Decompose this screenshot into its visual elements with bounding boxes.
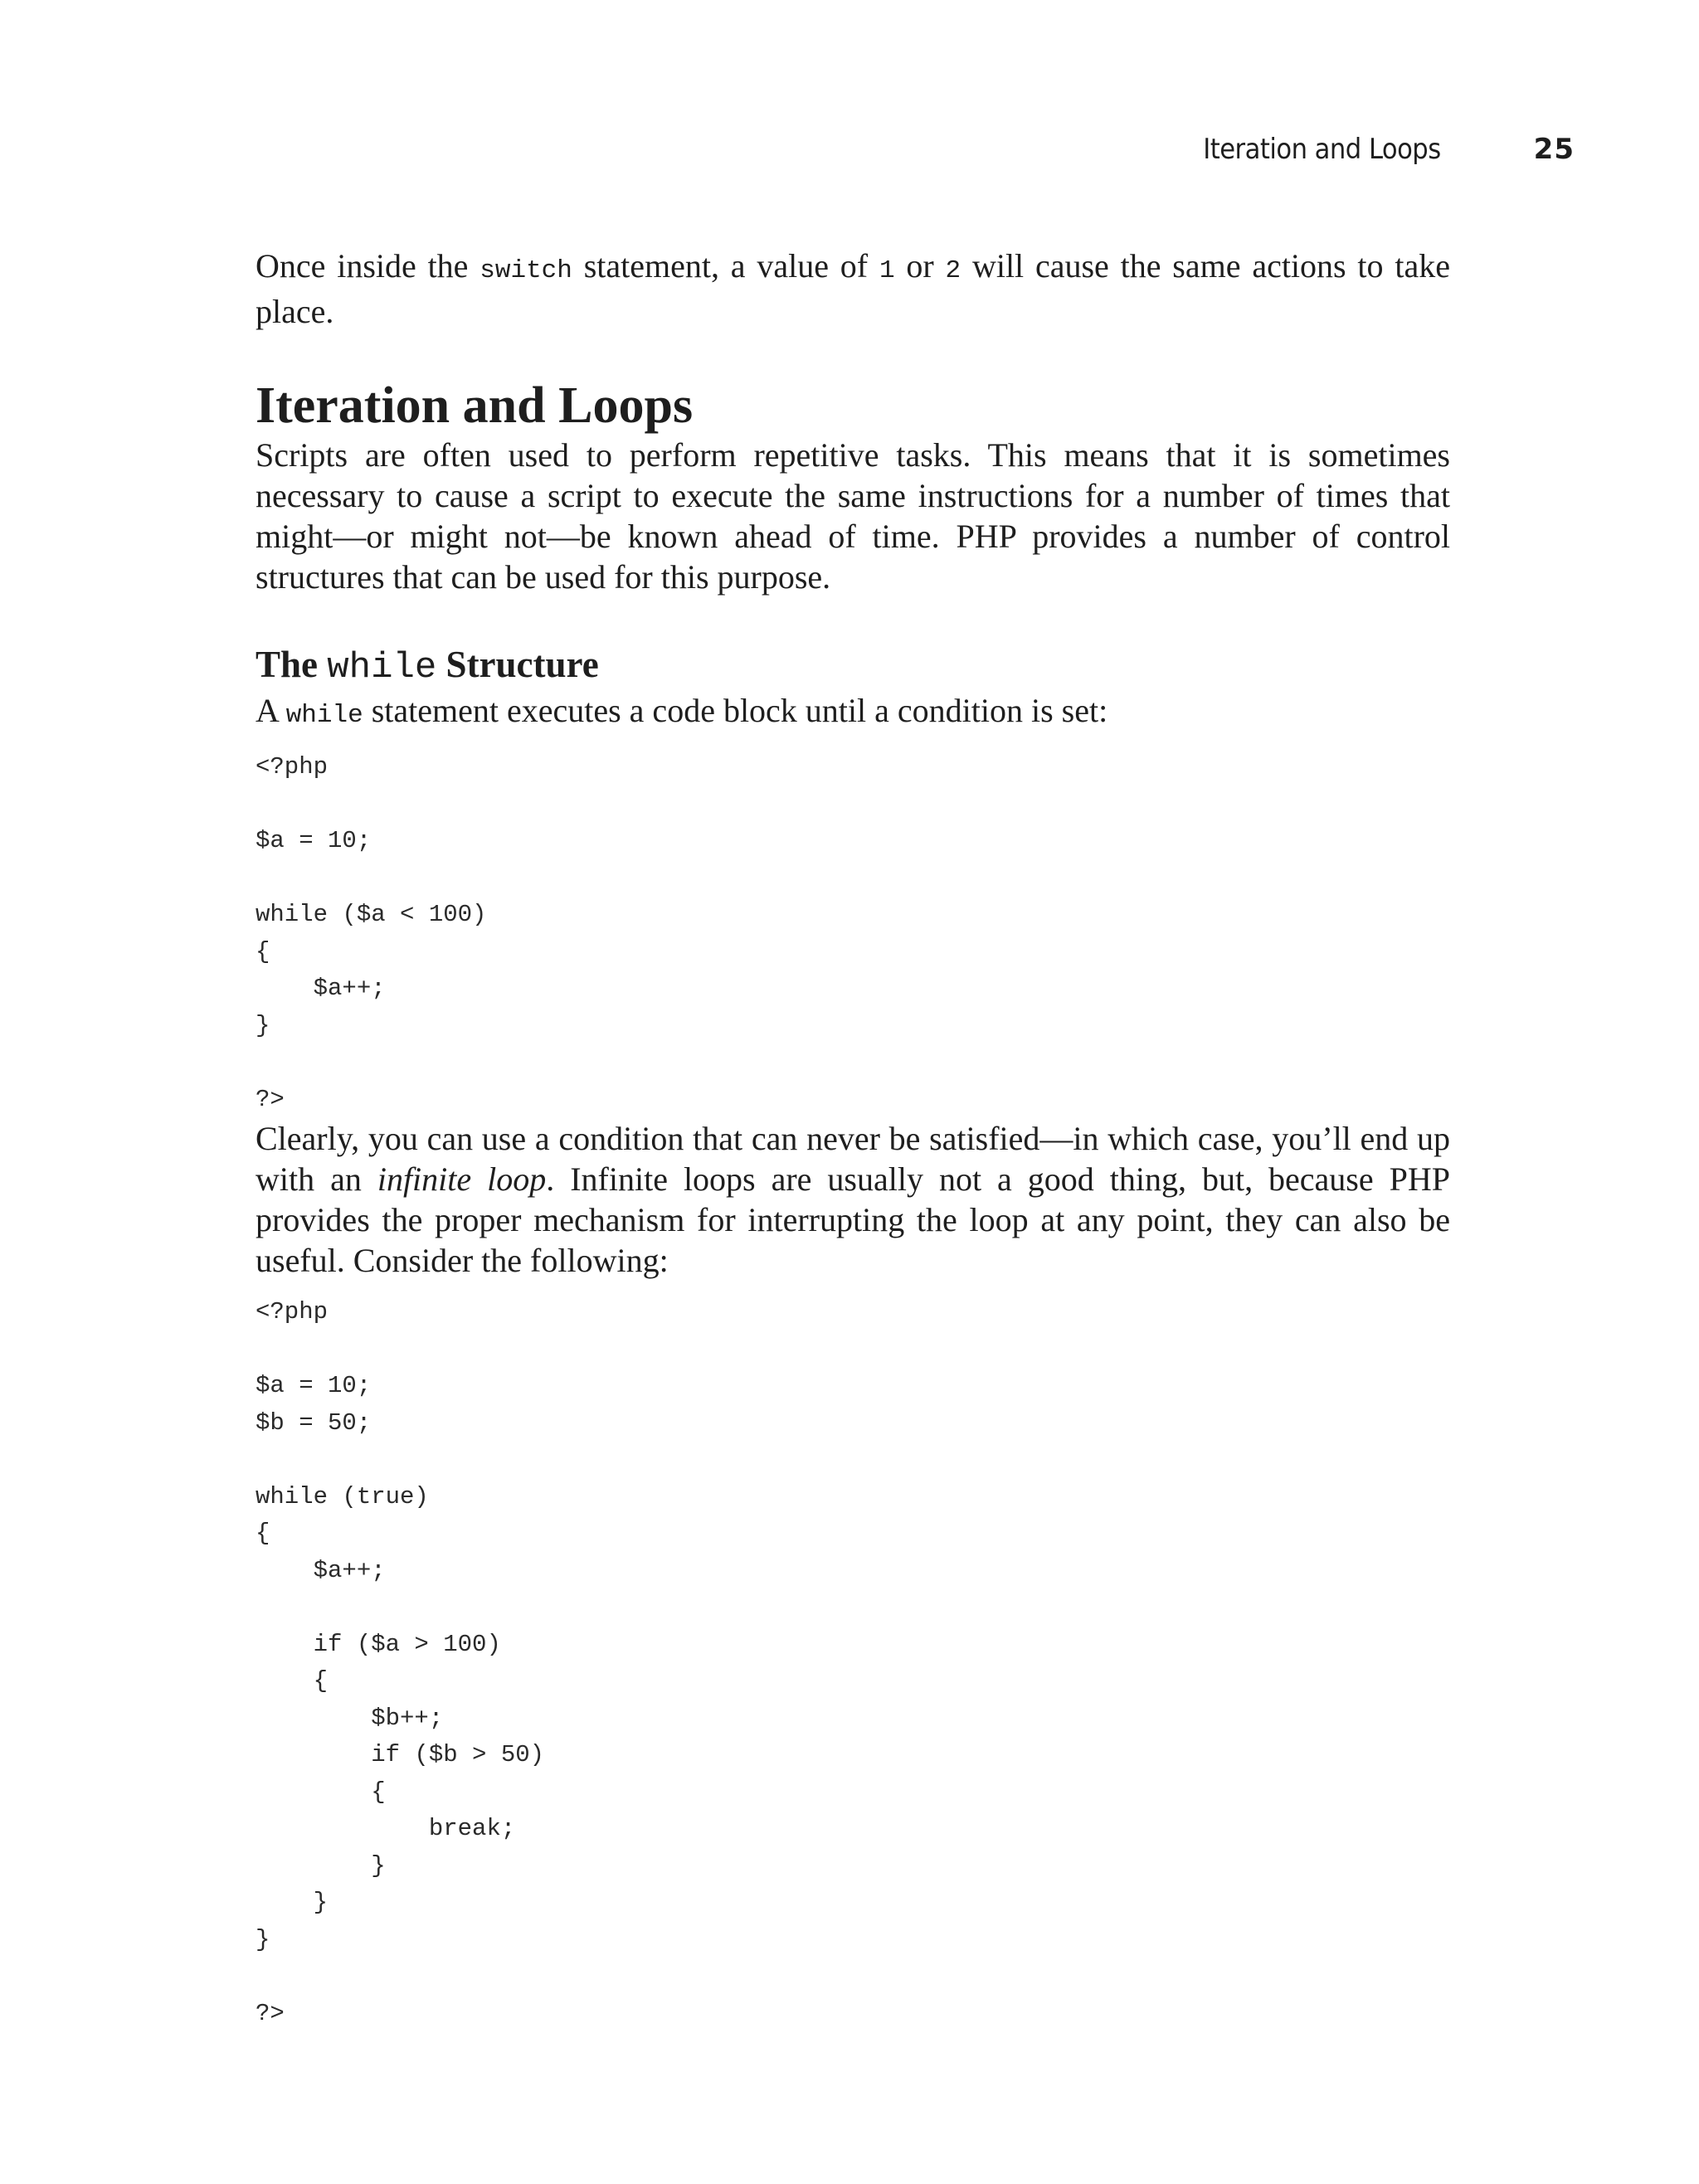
inline-code-2: 2 <box>945 256 961 285</box>
lead-text: statement executes a code block until a condition is set: <box>363 692 1108 729</box>
intro-text: Once inside the <box>256 247 480 285</box>
infinite-loop-paragraph <box>256 1118 1450 1281</box>
inline-code-while: while <box>285 701 363 730</box>
section-paragraph: Scripts are often used to perform repetitive tasks. This means that it is sometimes necessary to cause a script to execute the same instructions for a number of times that might—or might not—be known ahead of time. PHP provides a number of control structures that can be used for this purpose. <box>256 436 1450 596</box>
para-text: Clearly, you can use a condition that can never be satisfied—in which case, you’ll end up with an <box>256 1120 1450 1198</box>
section-heading: Iteration and Loops <box>256 377 694 434</box>
intro-text: will cause the same actions to take place. <box>256 247 1450 330</box>
intro-text: or <box>894 247 946 285</box>
heading-text: Structure <box>436 644 599 685</box>
emphasis-infinite-loop: infinite loop <box>377 1160 547 1198</box>
while-lead-paragraph <box>256 690 1450 736</box>
code-listing-while-break: <?php $a = 10; $b = 50; while (true) { $a++; if ($a > 100) { $b++; if ($b > 50) { break; } } } ?> <box>256 1298 545 2027</box>
intro-text: statement, a value of <box>572 247 879 285</box>
code-listing-while-basic: <?php $a = 10; while ($a < 100) { $a++; } ?> <box>256 753 487 1113</box>
heading-code: while <box>327 647 437 688</box>
heading-text: The <box>256 644 328 685</box>
inline-code-switch: switch <box>480 256 572 285</box>
inline-code-1: 1 <box>879 256 895 285</box>
para-text: . Infinite loops are usually not a good thing, but, because PHP provides the proper mechanism for interrupting the loop at any point, they can also be useful. Consider the following: <box>256 1160 1450 1279</box>
page-number: 25 <box>1533 133 1575 166</box>
page-content <box>256 246 1450 2032</box>
intro-paragraph <box>256 246 1450 332</box>
running-title: Iteration and Loops <box>1203 133 1441 166</box>
page-header <box>1203 133 1575 166</box>
lead-text: A <box>256 692 286 729</box>
subsection-heading <box>256 642 1450 690</box>
